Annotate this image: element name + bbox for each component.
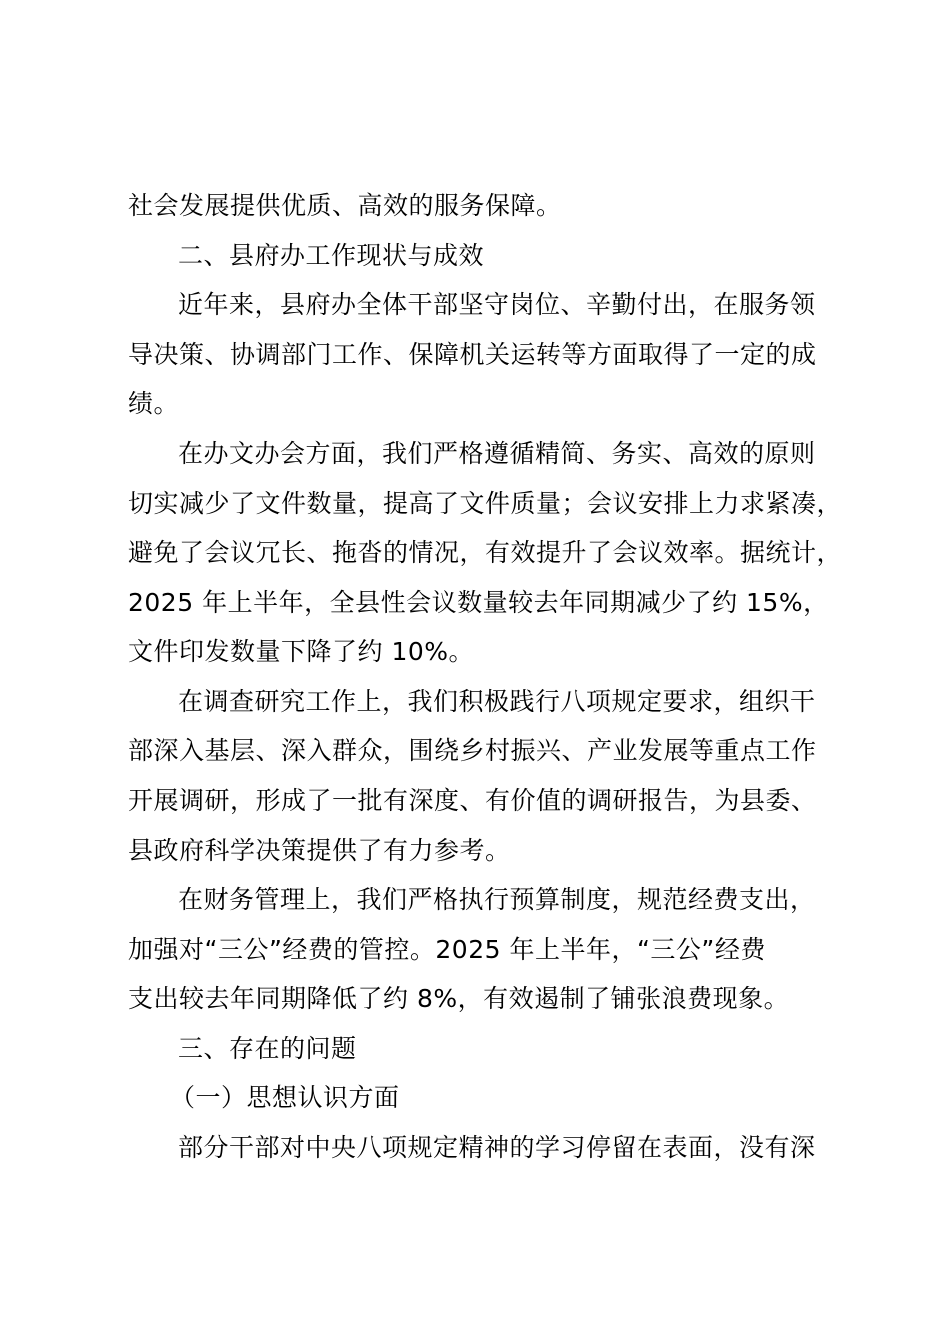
paragraph-line: 在办文办会方面，我们严格遵循精简、务实、高效的原则 <box>178 439 816 468</box>
paragraph-line: 加强对“三公”经费的管控。2025 年上半年，“三公”经费 <box>128 935 766 964</box>
section-heading: 三、存在的问题 <box>178 1034 357 1063</box>
paragraph-line: 部深入基层、深入群众，围绕乡村振兴、产业发展等重点工作 <box>128 736 817 765</box>
section-heading: 二、县府办工作现状与成效 <box>178 241 485 270</box>
paragraph-line: 文件印发数量下降了约 10%。 <box>128 637 475 666</box>
paragraph-line: 在调查研究工作上，我们积极践行八项规定要求，组织干 <box>178 687 816 716</box>
paragraph-line: 在财务管理上，我们严格执行预算制度，规范经费支出， <box>178 885 816 914</box>
paragraph-line: 开展调研，形成了一批有深度、有价值的调研报告，为县委、 <box>128 786 817 815</box>
paragraph-line: 避免了会议冗长、拖沓的情况，有效提升了会议效率。据统计， <box>128 538 843 567</box>
paragraph-line: 切实减少了文件数量，提高了文件质量；会议安排上力求紧凑， <box>128 489 843 518</box>
paragraph-line: 支出较去年同期降低了约 8%，有效遏制了铺张浪费现象。 <box>128 984 790 1013</box>
paragraph-line: 部分干部对中央八项规定精神的学习停留在表面，没有深 <box>178 1133 816 1162</box>
paragraph-line: 2025 年上半年，全县性会议数量较去年同期减少了约 15%， <box>128 588 829 617</box>
paragraph-line: 导决策、协调部门工作、保障机关运转等方面取得了一定的成 <box>128 340 817 369</box>
subsection-heading: （一）思想认识方面 <box>170 1083 400 1112</box>
paragraph-line: 绩。 <box>128 389 180 418</box>
paragraph-line: 社会发展提供优质、高效的服务保障。 <box>128 191 562 220</box>
paragraph-line: 县政府科学决策提供了有力参考。 <box>128 836 511 865</box>
paragraph-line: 近年来，县府办全体干部坚守岗位、辛勤付出，在服务领 <box>178 290 816 319</box>
